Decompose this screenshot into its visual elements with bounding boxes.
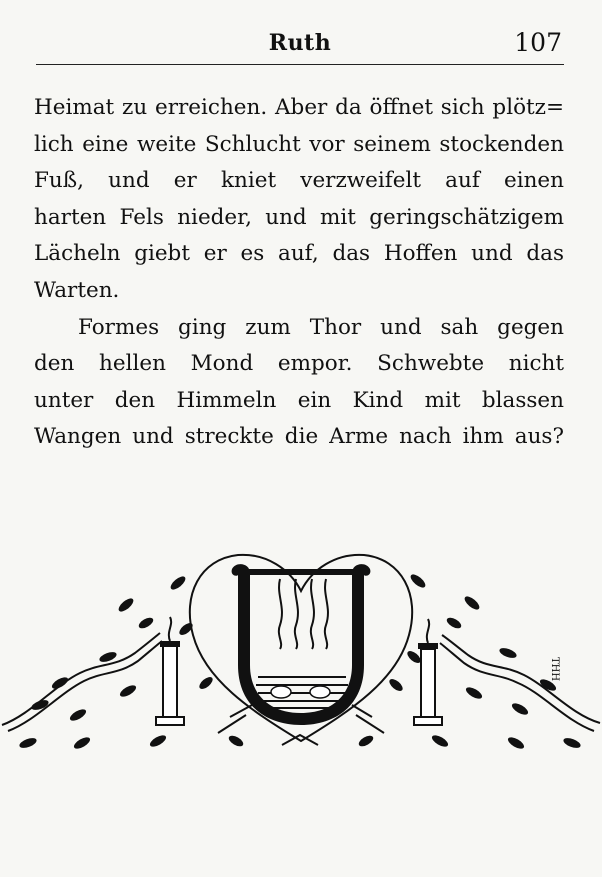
page-header (36, 26, 564, 62)
lyre-icon (232, 564, 371, 725)
text-line: Heimat zu erreichen. Aber da öffnet sich plötz= (34, 95, 564, 120)
text-line: unter den Himmeln ein Kind mit blassen (34, 387, 564, 413)
page-number: 107 (514, 28, 562, 57)
running-title: Ruth (268, 30, 332, 56)
text-line: Fuß, und er kniet verzweifelt auf einen (34, 168, 564, 194)
body-text (34, 90, 564, 456)
artist-monogram: THH (549, 657, 560, 682)
text-line: Warten. (34, 277, 120, 303)
text-line: lich eine weite Schlucht vor seinem stockenden (34, 131, 564, 157)
text-line: Lächeln giebt er es auf, das Hoffen und das (34, 241, 564, 267)
text-line: Wangen und streckte die Arme nach ihm aus? (34, 424, 564, 450)
text-line: Formes ging zum Thor und sah gegen (78, 314, 564, 340)
lyre-vignette (0, 545, 602, 765)
right-candle-icon (414, 619, 442, 725)
text-line: harten Fels nieder, und mit geringschätzigem (34, 204, 564, 230)
text-line: den hellen Mond empor. Schwebte nicht (34, 351, 564, 377)
header-rule (36, 64, 564, 65)
